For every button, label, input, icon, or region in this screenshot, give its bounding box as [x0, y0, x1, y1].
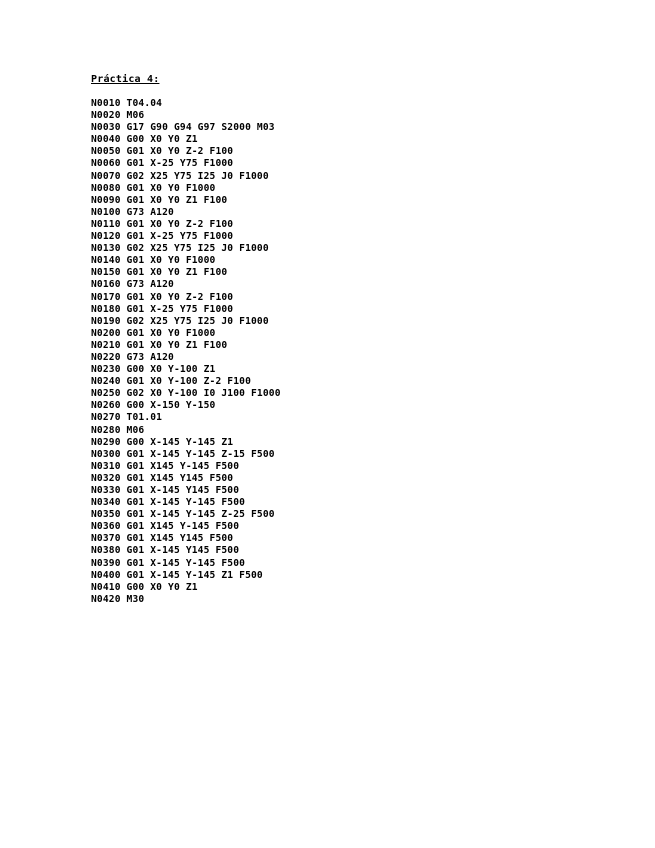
code-line: N0320 G01 X145 Y145 F500 — [91, 472, 234, 484]
code-line: N0100 G73 A120 — [91, 206, 174, 218]
code-line: N0200 G01 X0 Y0 F1000 — [91, 327, 216, 339]
code-line: N0160 G73 A120 — [91, 279, 174, 291]
code-line: N0420 M30 — [91, 593, 145, 605]
code-line: N0280 M06 — [91, 424, 145, 436]
document-title: Práctica 4: — [91, 74, 160, 85]
code-line: N0190 G02 X25 Y75 I25 J0 F1000 — [91, 315, 269, 327]
code-line: N0080 G01 X0 Y0 F1000 — [91, 182, 216, 194]
code-line: N0410 G00 X0 Y0 Z1 — [91, 581, 198, 593]
code-line: N0310 G01 X145 Y-145 F500 — [91, 460, 240, 472]
code-line: N0030 G17 G90 G94 G97 S2000 M03 — [91, 122, 275, 134]
code-line: N0370 G01 X145 Y145 F500 — [91, 533, 234, 545]
code-line: N0360 G01 X145 Y-145 F500 — [91, 521, 240, 533]
code-line: N0180 G01 X-25 Y75 F1000 — [91, 303, 234, 315]
code-line: N0290 G00 X-145 Y-145 Z1 — [91, 436, 234, 448]
code-line: N0020 M06 — [91, 110, 145, 122]
code-line: N0390 G01 X-145 Y-145 F500 — [91, 557, 246, 569]
code-line: N0340 G01 X-145 Y-145 F500 — [91, 497, 246, 509]
code-line: N0210 G01 X0 Y0 Z1 F100 — [91, 339, 228, 351]
code-line: N0150 G01 X0 Y0 Z1 F100 — [91, 267, 228, 279]
code-line: N0260 G00 X-150 Y-150 — [91, 400, 216, 412]
code-line: N0250 G02 X0 Y-100 I0 J100 F1000 — [91, 388, 281, 400]
code-line: N0300 G01 X-145 Y-145 Z-15 F500 — [91, 448, 275, 460]
cnc-program-listing — [91, 98, 281, 606]
code-line: N0010 T04.04 — [91, 98, 163, 109]
code-line: N0040 G00 X0 Y0 Z1 — [91, 134, 198, 146]
code-line: N0060 G01 X-25 Y75 F1000 — [91, 158, 234, 170]
code-line: N0330 G01 X-145 Y145 F500 — [91, 485, 240, 496]
code-line: N0220 G73 A120 — [91, 351, 174, 363]
code-line: N0090 G01 X0 Y0 Z1 F100 — [91, 194, 228, 206]
code-line: N0070 G02 X25 Y75 I25 J0 F1000 — [91, 170, 269, 182]
code-line: N0120 G01 X-25 Y75 F1000 — [91, 231, 234, 243]
code-line: N0140 G01 X0 Y0 F1000 — [91, 255, 216, 267]
code-line: N0230 G00 X0 Y-100 Z1 — [91, 364, 216, 376]
code-line: N0380 G01 X-145 Y145 F500 — [91, 545, 240, 557]
code-line: N0170 G01 X0 Y0 Z-2 F100 — [91, 291, 234, 303]
code-line: N0270 T01.01 — [91, 412, 163, 424]
code-line: N0050 G01 X0 Y0 Z-2 F100 — [91, 146, 234, 158]
code-line: N0400 G01 X-145 Y-145 Z1 F500 — [91, 569, 263, 581]
code-line: N0110 G01 X0 Y0 Z-2 F100 — [91, 218, 234, 230]
code-line: N0240 G01 X0 Y-100 Z-2 F100 — [91, 376, 251, 388]
code-line: N0130 G02 X25 Y75 I25 J0 F1000 — [91, 243, 269, 255]
code-line: N0350 G01 X-145 Y-145 Z-25 F500 — [91, 509, 275, 521]
